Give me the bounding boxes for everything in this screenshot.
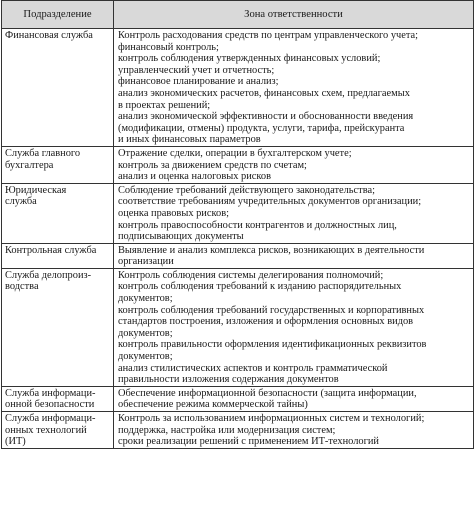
responsibility-line: финансовое планирование и анализ;	[118, 76, 279, 88]
responsibility-line: контроль соблюдения требований к изданию распорядительных	[118, 281, 402, 293]
responsibility-cell	[114, 386, 474, 411]
department-name-line: Служба делопроиз-	[5, 269, 92, 281]
responsibility-line: правильности изложения содержания документов	[118, 374, 339, 386]
responsibility-cell	[114, 183, 474, 243]
responsibility-line: контроль правильности оформления идентификационных реквизитов	[118, 339, 427, 351]
department-cell	[2, 146, 114, 183]
responsibility-line: сроки реализации решений с применением ИТ-технологий	[118, 436, 379, 448]
table-row	[2, 268, 474, 386]
responsibility-line: Соблюдение требований действующего законодательства;	[118, 184, 375, 196]
table-row	[2, 183, 474, 243]
department-name-line: Служба информаци-	[5, 387, 96, 399]
department-cell	[2, 29, 114, 147]
department-name-line: Финансовая служба	[5, 30, 93, 41]
responsibility-line: контроль соблюдения утвержденных финансовых условий;	[118, 53, 381, 65]
responsibility-line: Контроль соблюдения системы делегирования полномочий;	[118, 269, 384, 281]
responsibility-line: анализ стилистических аспектов и контроль грамматической	[118, 362, 388, 374]
responsibility-line: документов;	[118, 293, 173, 305]
responsibility-line: Выявление и анализ комплекса рисков, возникающих в деятельности	[118, 244, 425, 256]
department-name-line: Служба информаци-	[5, 413, 96, 424]
department-cell	[2, 386, 114, 411]
department-cell	[2, 183, 114, 243]
responsibility-line: анализ экономической эффективности и обоснованности введения	[118, 111, 414, 123]
department-name-line: водства	[5, 281, 39, 293]
responsibility-line: Отражение сделки, операции в бухгалтерском учете;	[118, 147, 352, 159]
responsibility-cell	[114, 268, 474, 386]
department-cell	[2, 412, 114, 449]
table-row	[2, 386, 474, 411]
column-header-responsibility-zone: Зона ответственности	[114, 1, 474, 29]
responsibility-line: Контроль расходования средств по центрам управленческого учета;	[118, 30, 419, 41]
table-row	[2, 146, 474, 183]
responsibility-line: Контроль за использованием информационных систем и технологий;	[118, 413, 425, 424]
responsibility-line: соответствие требованиям учредительных документов организации;	[118, 196, 422, 208]
department-name-line: (ИТ)	[5, 436, 26, 448]
responsibility-cell	[114, 29, 474, 147]
table-row	[2, 243, 474, 268]
department-name-line: Служба главного	[5, 147, 81, 159]
responsibility-line: документов;	[118, 327, 173, 339]
responsibility-line: контроль правоспособности контрагентов и должностных лиц,	[118, 219, 397, 231]
department-name-line: онных технологий	[5, 424, 87, 436]
responsibility-line: обеспечение режима коммерческой тайны)	[118, 399, 308, 411]
column-header-department: Подразделение	[2, 1, 114, 29]
department-name-line: онной безопасности	[5, 399, 95, 411]
department-cell	[2, 243, 114, 268]
responsibility-line: финансовый контроль;	[118, 41, 219, 53]
responsibility-line: (модификации, отмены) продукта, услуги, тарифа, прейскуранта	[118, 122, 405, 134]
responsibility-line: документов;	[118, 351, 173, 363]
department-name-line: Контрольная служба	[5, 244, 97, 256]
responsibility-line: оценка правовых рисков;	[118, 207, 229, 219]
responsibility-line: и иных финансовых параметров	[118, 134, 261, 146]
responsibility-line: контроль соблюдения требований государственных и корпоративных	[118, 304, 425, 316]
table-row	[2, 29, 474, 147]
responsibility-line: стандартов построения, изложения и оформления основных видов	[118, 316, 414, 328]
responsibility-line: подписывающих документы	[118, 231, 244, 243]
responsibility-cell	[114, 412, 474, 449]
responsibility-line: в проектах решений;	[118, 99, 211, 111]
responsibility-cell	[114, 146, 474, 183]
responsibility-table	[1, 0, 474, 449]
responsibility-line: контроль за движением средств по счетам;	[118, 159, 307, 171]
table-header-row	[2, 1, 474, 29]
responsibility-line: анализ и оценка налоговых рисков	[118, 171, 272, 183]
department-cell	[2, 268, 114, 386]
table-row	[2, 412, 474, 449]
department-name-line: Юридическая	[5, 184, 67, 196]
responsibility-cell	[114, 243, 474, 268]
responsibility-line: Обеспечение информационной безопасности (защита информации,	[118, 387, 417, 399]
responsibility-line: управленческий учет и отчетность;	[118, 64, 275, 76]
responsibility-line: поддержка, настройка или модернизация систем;	[118, 424, 336, 436]
department-name-line: бухгалтера	[5, 159, 54, 171]
responsibility-line: анализ экономических расчетов, финансовых схем, предлагаемых	[118, 87, 410, 99]
responsibility-line: организации	[118, 256, 174, 268]
department-name-line: служба	[5, 196, 37, 208]
